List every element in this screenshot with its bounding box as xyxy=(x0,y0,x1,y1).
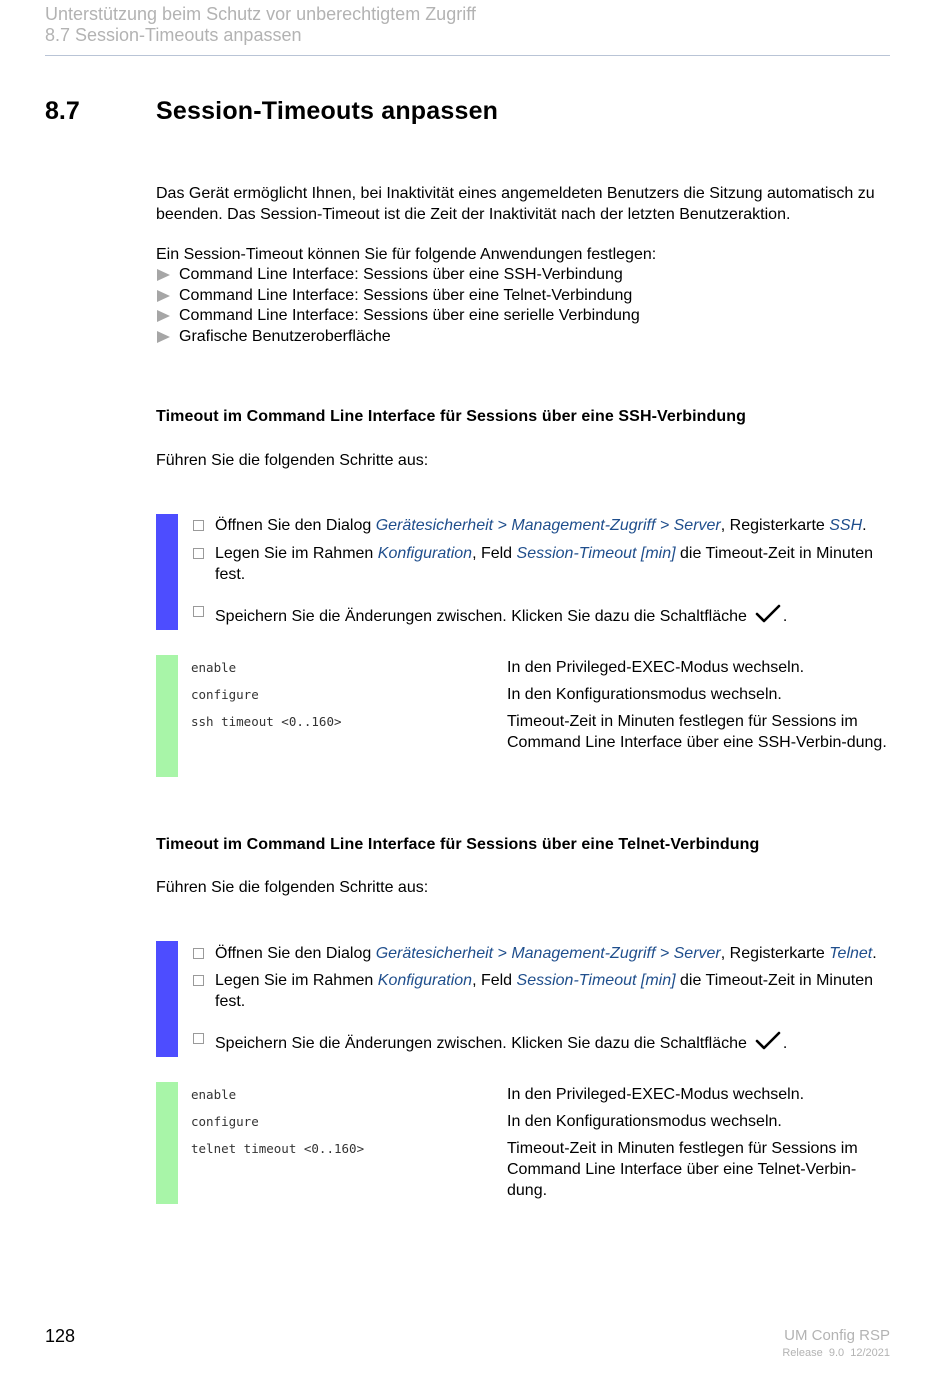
command-description: In den Privileged-EXEC-Modus wechseln. xyxy=(507,1086,805,1103)
header-rule xyxy=(45,55,890,56)
footer-release: Release 9.0 12/2021 xyxy=(782,1347,890,1359)
frame-konfiguration-link: Konfiguration xyxy=(377,545,473,562)
list-item: Command Line Interface: Sessions über eine serielle Verbindung xyxy=(156,306,640,327)
section-title: Session-Timeouts anpassen xyxy=(156,97,499,125)
ssh-step-save: Speichern Sie die Änderungen zwischen. Klicken Sie dazu die Schaltfläche . xyxy=(215,601,895,627)
telnet-steps-bar xyxy=(156,941,178,1057)
field-session-timeout-link: Session-Timeout [min] xyxy=(516,972,676,989)
ssh-step-open-dialog: Öffnen Sie den Dialog Gerätesicherheit > Management-Zugriff > Server, Registerkarte SSH. xyxy=(215,517,867,534)
section-number: 8.7 xyxy=(45,97,80,125)
intro-lead: Ein Session-Timeout können Sie für folgende Anwendungen festlegen: xyxy=(156,246,657,263)
dialog-path-link: Gerätesicherheit > Management-Zugriff > Server xyxy=(375,517,721,534)
telnet-lead: Führen Sie die folgenden Schritte aus: xyxy=(156,879,429,896)
triangle-right-icon xyxy=(157,310,170,322)
running-header xyxy=(45,4,476,46)
ssh-step-set-timeout: Legen Sie im Rahmen Konfiguration, Feld Session-Timeout [min] die Timeout-Zeit in Minuten fest. xyxy=(215,545,873,583)
dialog-path-link: Gerätesicherheit > Management-Zugriff > Server xyxy=(375,945,721,962)
list-item: Command Line Interface: Sessions über eine SSH-Verbindung xyxy=(156,265,640,286)
ssh-commands-bar xyxy=(156,655,178,777)
tab-ssh-link: SSH xyxy=(829,517,863,534)
application-list xyxy=(156,265,640,347)
telnet-heading: Timeout im Command Line Interface für Sessions über eine Telnet-Verbindung xyxy=(156,836,760,853)
command-ssh-timeout: ssh timeout <0..160> xyxy=(191,714,342,729)
tab-telnet-link: Telnet xyxy=(829,945,873,962)
command-configure: configure xyxy=(191,687,259,702)
checkmark-icon xyxy=(755,604,781,624)
checkbox-icon xyxy=(193,948,204,959)
command-description: In den Konfigurationsmodus wechseln. xyxy=(507,1113,782,1130)
checkbox-icon xyxy=(193,1033,204,1044)
telnet-step-set-timeout: Legen Sie im Rahmen Konfiguration, Feld Session-Timeout [min] die Timeout-Zeit in Minuten fest. xyxy=(215,972,873,1010)
command-description: In den Privileged-EXEC-Modus wechseln. xyxy=(507,659,805,676)
checkbox-icon xyxy=(193,606,204,617)
checkmark-icon xyxy=(755,1031,781,1051)
telnet-commands-bar xyxy=(156,1082,178,1204)
page-number: 128 xyxy=(45,1326,76,1346)
running-header-chapter: Unterstützung beim Schutz vor unberechtigtem Zugriff xyxy=(45,4,476,24)
command-configure: configure xyxy=(191,1114,259,1129)
ssh-steps-bar xyxy=(156,514,178,630)
frame-konfiguration-link: Konfiguration xyxy=(377,972,473,989)
checkbox-icon xyxy=(193,548,204,559)
ssh-heading: Timeout im Command Line Interface für Sessions über eine SSH-Verbindung xyxy=(156,408,747,425)
triangle-right-icon xyxy=(157,269,170,281)
telnet-step-save: Speichern Sie die Änderungen zwischen. Klicken Sie dazu die Schaltfläche . xyxy=(215,1028,895,1054)
field-session-timeout-link: Session-Timeout [min] xyxy=(516,545,676,562)
command-enable: enable xyxy=(191,1087,237,1102)
checkbox-icon xyxy=(193,520,204,531)
triangle-right-icon xyxy=(157,290,170,302)
checkbox-icon xyxy=(193,975,204,986)
intro-paragraph: Das Gerät ermöglicht Ihnen, bei Inaktivität eines angemeldeten Benutzers die Sitzung automatisch zu beenden. Das Session-Timeout ist die Zeit der Inaktivität nach der letzten Benutzeraktion. xyxy=(156,185,875,223)
running-header-section: 8.7 Session-Timeouts anpassen xyxy=(45,25,302,45)
telnet-step-open-dialog: Öffnen Sie den Dialog Gerätesicherheit > Management-Zugriff > Server, Registerkarte Telnet. xyxy=(215,945,877,962)
command-description: In den Konfigurationsmodus wechseln. xyxy=(507,686,782,703)
list-item: Grafische Benutzeroberfläche xyxy=(156,327,640,348)
footer-doc-name: UM Config RSP xyxy=(784,1327,890,1344)
ssh-lead: Führen Sie die folgenden Schritte aus: xyxy=(156,452,429,469)
command-description: Timeout-Zeit in Minuten festlegen für Sessions im Command Line Interface über eine Telnet-Verbin-dung. xyxy=(507,1140,858,1199)
list-item: Command Line Interface: Sessions über eine Telnet-Verbindung xyxy=(156,286,640,307)
command-enable: enable xyxy=(191,660,237,675)
command-telnet-timeout: telnet timeout <0..160> xyxy=(191,1141,365,1156)
command-description: Timeout-Zeit in Minuten festlegen für Sessions im Command Line Interface über eine SSH-Verbin-dung. xyxy=(507,713,887,751)
triangle-right-icon xyxy=(157,331,170,343)
